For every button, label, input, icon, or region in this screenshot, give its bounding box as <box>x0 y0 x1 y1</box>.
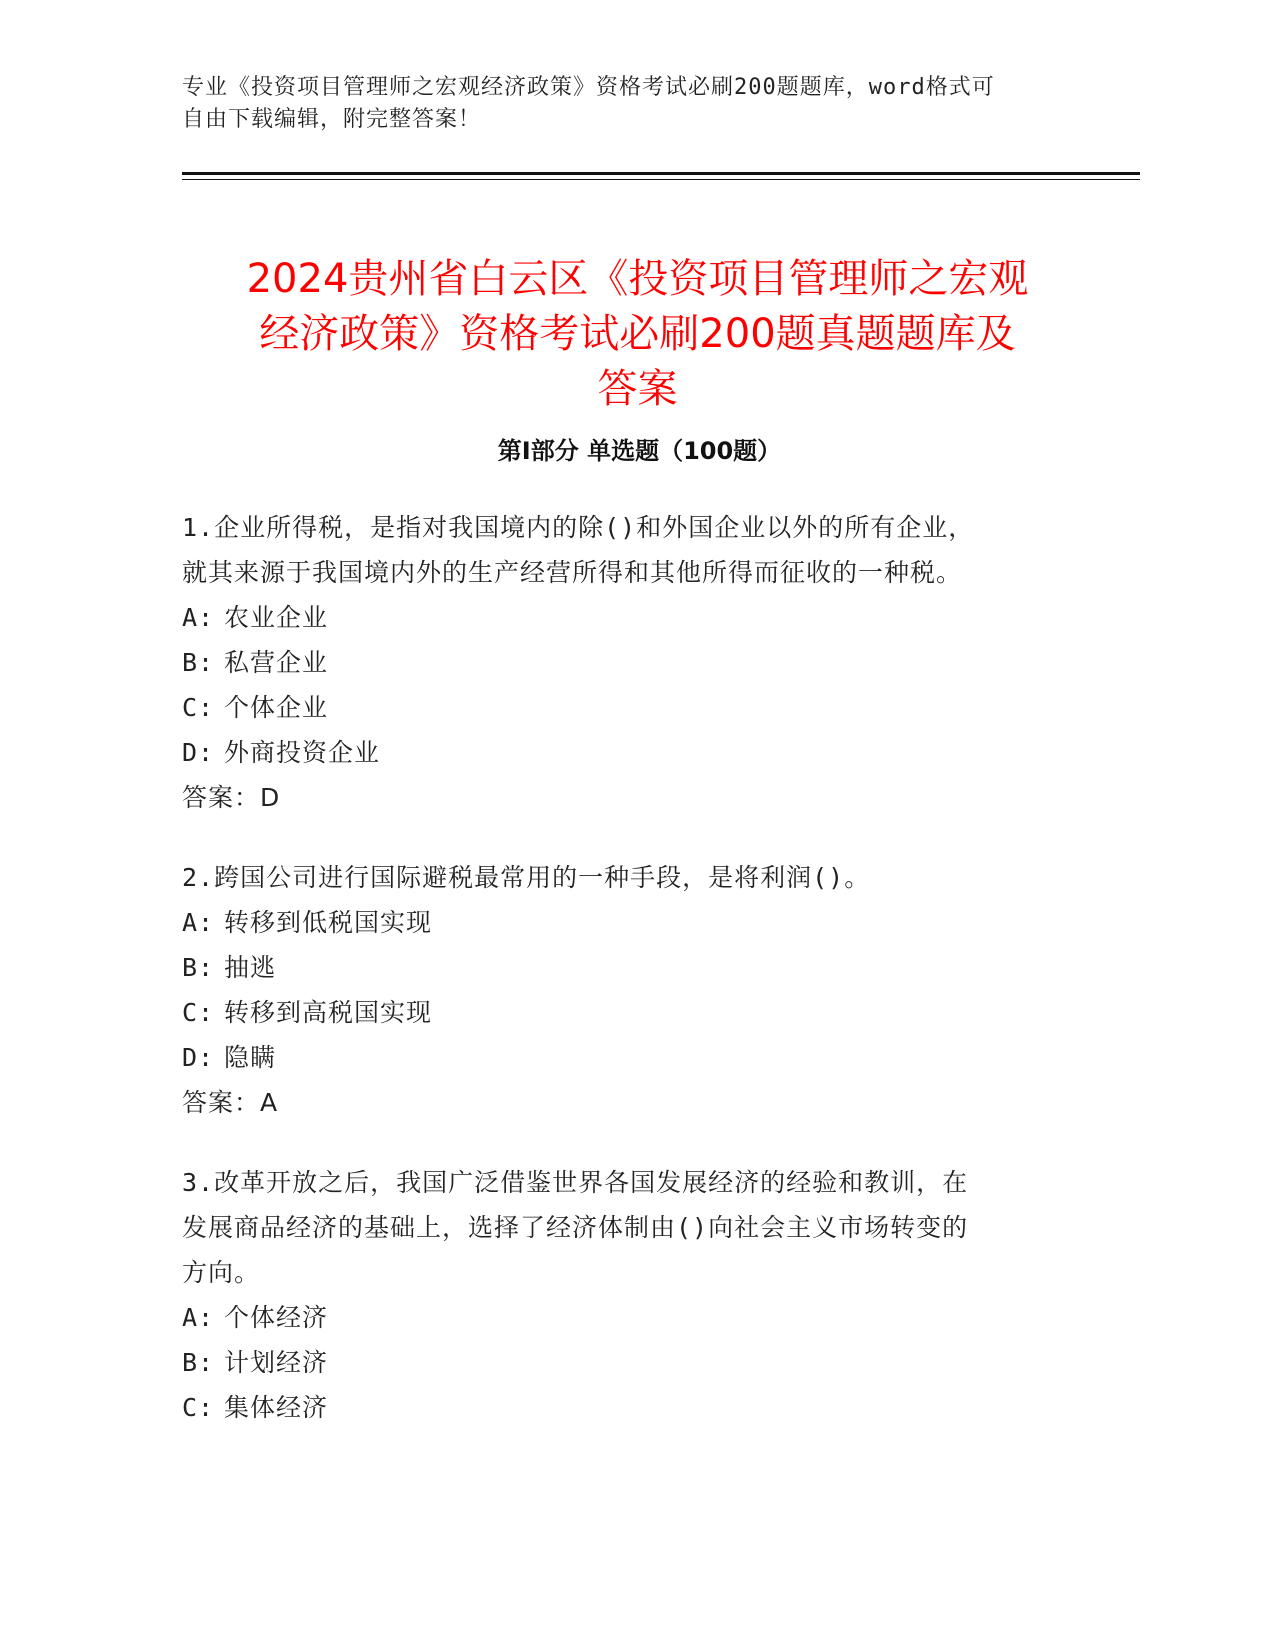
option-b <box>182 945 1052 990</box>
section-heading: 第Ⅰ部分 单选题（100题） <box>497 437 782 465</box>
option-d <box>182 1035 1052 1080</box>
option-text: 抽逃 <box>224 953 277 982</box>
option-text: 私营企业 <box>224 648 329 677</box>
option-text: 隐瞒 <box>224 1043 277 1072</box>
option-letter: A: <box>182 1303 215 1332</box>
option-b <box>182 1340 1052 1385</box>
option-letter: A: <box>182 908 215 937</box>
question-stem: 2.跨国公司进行国际避税最常用的一种手段，是将利润()。 <box>182 863 871 892</box>
document-title: 2024贵州省白云区《投资项目管理师之宏观 经济政策》资格考试必刷200题真题题库及 答案 <box>246 255 1029 412</box>
question-stem: 3.改革开放之后，我国广泛借鉴世界各国发展经济的经验和教训，在 发展商品经济的基础上，选择了经济体制由()向社会主义市场转变的 方向。 <box>182 1168 969 1287</box>
option-c <box>182 990 1052 1035</box>
option-text: 转移到高税国实现 <box>224 998 433 1027</box>
option-a <box>182 595 1052 640</box>
option-text: 集体经济 <box>224 1393 329 1422</box>
header-rule-thick <box>182 172 1140 175</box>
option-letter: C: <box>182 998 215 1027</box>
header-note: 专业《投资项目管理师之宏观经济政策》资格考试必刷200题题库，word格式可 自由下载编辑，附完整答案！ <box>182 75 995 132</box>
option-text: 计划经济 <box>224 1348 329 1377</box>
option-letter: B: <box>182 953 215 982</box>
option-letter: B: <box>182 648 215 677</box>
question-3 <box>182 1160 1052 1430</box>
answer-line: 答案：D <box>182 783 281 812</box>
option-text: 农业企业 <box>224 603 329 632</box>
answer-line: 答案：A <box>182 1088 279 1117</box>
option-d <box>182 730 1052 775</box>
option-text: 转移到低税国实现 <box>224 908 433 937</box>
option-letter: D: <box>182 738 215 767</box>
header-rule-thin <box>182 179 1140 180</box>
question-stem: 1.企业所得税，是指对我国境内的除()和外国企业以外的所有企业， 就其来源于我国境内外的生产经营所得和其他所得而征收的一种税。 <box>182 513 975 587</box>
option-letter: A: <box>182 603 215 632</box>
option-a <box>182 900 1052 945</box>
option-letter: C: <box>182 1393 215 1422</box>
option-text: 外商投资企业 <box>224 738 381 767</box>
option-a <box>182 1295 1052 1340</box>
option-letter: D: <box>182 1043 215 1072</box>
option-c <box>182 685 1052 730</box>
question-2 <box>182 855 1052 1125</box>
option-letter: C: <box>182 693 215 722</box>
option-text: 个体经济 <box>224 1303 329 1332</box>
option-b <box>182 640 1052 685</box>
option-text: 个体企业 <box>224 693 329 722</box>
question-1 <box>182 505 1052 820</box>
option-letter: B: <box>182 1348 215 1377</box>
option-c <box>182 1385 1052 1430</box>
